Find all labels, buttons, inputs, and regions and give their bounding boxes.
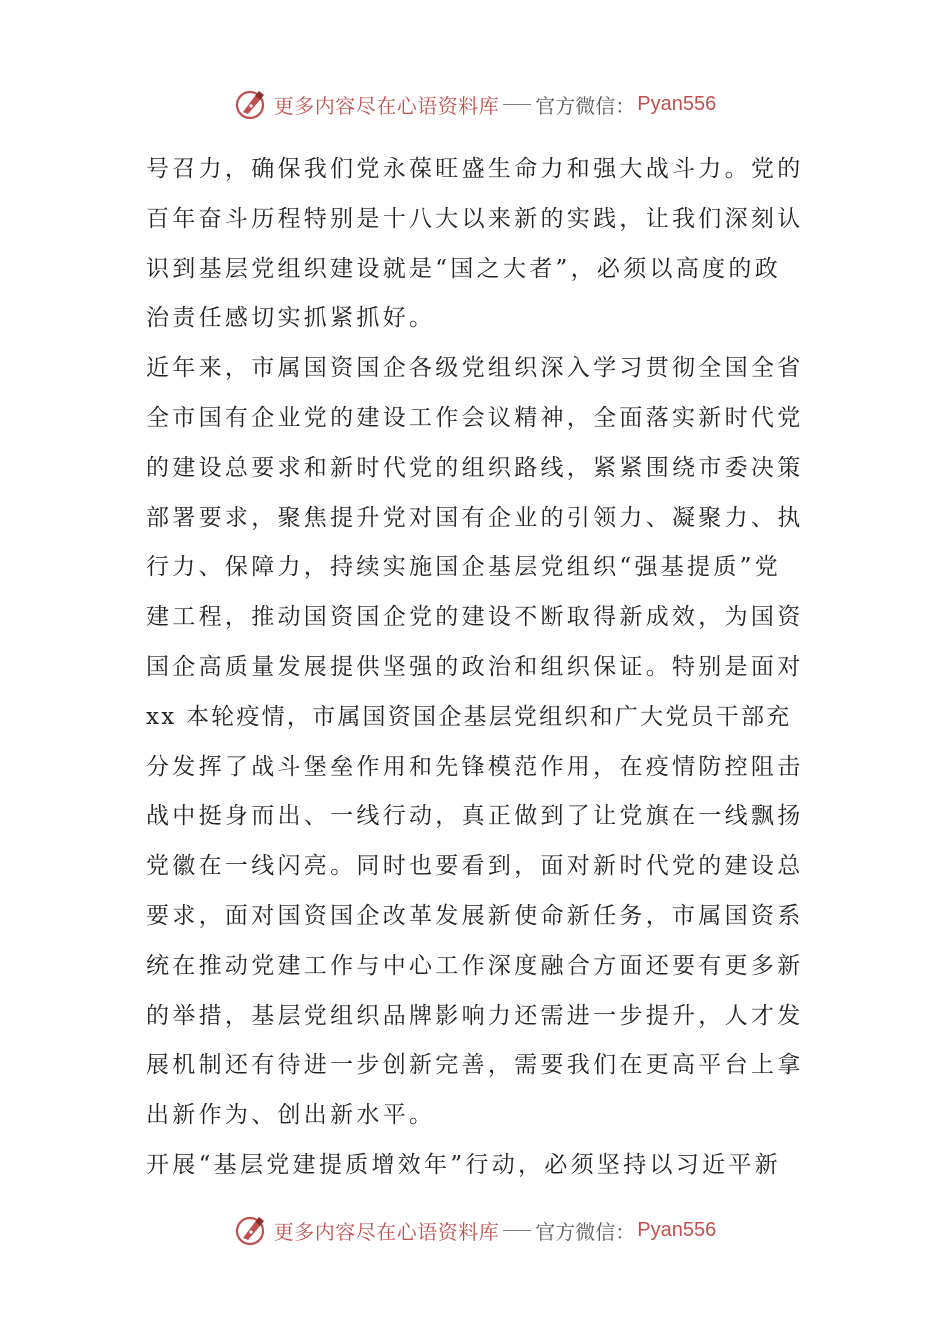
header-banner xyxy=(0,84,950,124)
text-line: 号召力，确保我们党永葆旺盛生命力和强大战斗力。党的 xyxy=(146,156,804,182)
pen-nib-circle-icon xyxy=(234,87,268,121)
text-line: 展机制还有待进一步创新完善，需要我们在更高平台上拿 xyxy=(146,1052,804,1079)
banner-official-label: 官方微信： xyxy=(535,93,636,118)
document-body xyxy=(146,145,806,1191)
text-line: xx 本轮疫情，市属国资国企基层党组织和广大党员干部充 xyxy=(146,703,792,730)
text-line: 百年奋斗历程特别是十八大以来新的实践，让我们深刻认 xyxy=(146,205,804,232)
text-line: 党徽在一线闪亮。同时也要看到，面对新时代党的建设总 xyxy=(146,853,804,880)
text-line: 建工程，推动国资国企党的建设不断取得新成效，为国资 xyxy=(146,604,804,631)
text-line: 战中挺身而出、一线行动，真正做到了让党旗在一线飘扬 xyxy=(146,803,804,830)
text-line: 治责任感切实抓紧抓好。 xyxy=(146,305,436,332)
text-line: 全市国有企业党的建设工作会议精神，全面落实新时代党 xyxy=(146,404,804,431)
text-line: 近年来，市属国资国企各级党组织深入学习贯彻全国全省 xyxy=(146,355,804,382)
banner-text: 更多内容尽在心语资料库 xyxy=(273,93,500,118)
text-line: 识到基层党组织建设就是“国之大者”，必须以高度的政 xyxy=(146,255,782,282)
footer-banner xyxy=(0,1210,950,1250)
text-line: 统在推动党建工作与中心工作深度融合方面还要有更多新 xyxy=(146,952,804,979)
text-line: 行力、保障力，持续实施国企基层党组织“强基提质”党 xyxy=(146,554,782,581)
text-line: 的举措，基层党组织品牌影响力还需进一步提升，人才发 xyxy=(146,1002,804,1029)
text-line: 国企高质量发展提供坚强的政治和组织保证。特别是面对 xyxy=(146,653,804,680)
paragraph-3 xyxy=(146,1141,806,1191)
paragraph-1 xyxy=(146,145,806,344)
text-line: 开展“基层党建提质增效年”行动，必须坚持以习近平新 xyxy=(146,1151,782,1178)
text-line: 部署要求，聚焦提升党对国有企业的引领力、凝聚力、执 xyxy=(146,504,804,531)
banner-text: 更多内容尽在心语资料库 xyxy=(273,1219,500,1244)
paragraph-2 xyxy=(146,344,806,1141)
banner-divider xyxy=(503,1230,531,1231)
text-line: 要求，面对国资国企改革发展新使命新任务，市属国资系 xyxy=(146,902,804,929)
banner-official-label: 官方微信： xyxy=(535,1219,636,1244)
text-line: 分发挥了战斗堡垒作用和先锋模范作用，在疫情防控阻击 xyxy=(146,753,804,780)
banner-wechat-id: Pyan556 xyxy=(637,92,717,115)
banner-wechat-id: Pyan556 xyxy=(637,1218,717,1241)
pen-nib-circle-icon xyxy=(234,1213,268,1247)
text-line: 的建设总要求和新时代党的组织路线，紧紧围绕市委决策 xyxy=(146,454,804,481)
banner-divider xyxy=(503,104,531,105)
text-line: 出新作为、创出新水平。 xyxy=(146,1102,436,1129)
